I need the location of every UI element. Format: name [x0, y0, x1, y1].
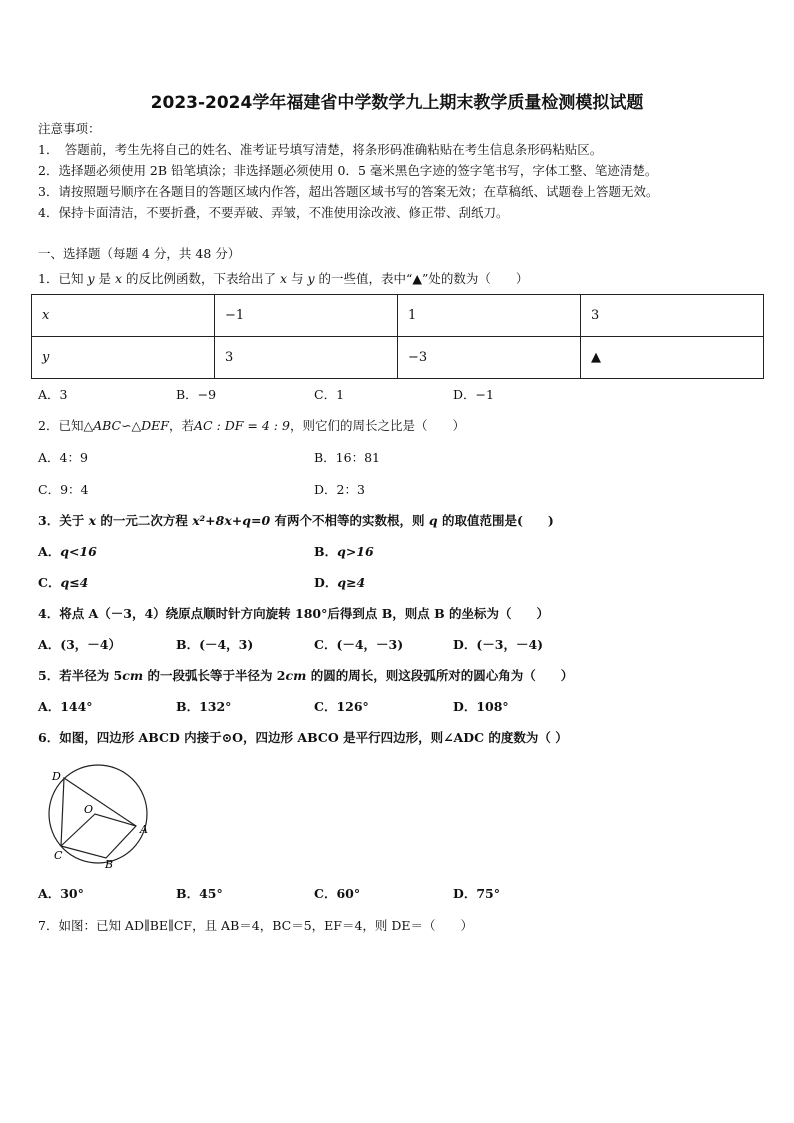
table-cell: ▲ [581, 337, 764, 379]
q3-stem: 3．关于 x 的一元二次方程 x²+8x+q=0 有两个不相等的实数根，则 q 的取值范围是( ) [38, 513, 554, 528]
notice-heading: 注意事项： [38, 121, 101, 136]
q3-option-a: A．q<16 [38, 544, 97, 559]
table-cell: y [32, 337, 215, 379]
q1-value-table [31, 294, 764, 379]
table-cell: 1 [398, 295, 581, 337]
q1-option-c: C．1 [314, 387, 345, 402]
notice-item-2: 2．选择题必须使用 2B 铅笔填涂；非选择题必须使用 0．5 毫米黑色字迹的签字笔书写，字体工整、笔迹清楚。 [38, 163, 658, 178]
q1-option-a: A．3 [38, 387, 68, 402]
q5-option-d: D．108° [453, 699, 509, 714]
q1-option-d: D．−1 [453, 387, 494, 402]
q5-option-a: A．144° [38, 699, 93, 714]
table-cell: x [32, 295, 215, 337]
page-title: 2023-2024学年福建省中学数学九上期末教学质量检测模拟试题 [150, 93, 644, 113]
q4-option-d: D．(－3，－4) [453, 637, 544, 652]
q6-option-b: B．45° [176, 886, 223, 901]
quad-abcd [61, 778, 136, 858]
q4-option-b: B．(－4，3) [176, 637, 254, 652]
label-c: C [54, 849, 63, 862]
label-d: D [52, 770, 61, 783]
q2-option-b: B．16：81 [314, 450, 380, 465]
label-o: O [84, 803, 94, 816]
q2-option-c: C．9：4 [38, 482, 89, 497]
label-b: B [105, 858, 114, 870]
label-a: A [140, 823, 148, 836]
q6-circle-figure [36, 758, 166, 870]
q2-option-a: A．4：9 [38, 450, 88, 465]
notice-item-3: 3．请按照题号顺序在各题目的答题区域内作答，超出答题区域书写的答案无效；在草稿纸、试题卷上答题无效。 [38, 184, 659, 199]
q6-option-d: D．75° [453, 886, 500, 901]
table-cell: −1 [215, 295, 398, 337]
q6-option-a: A．30° [38, 886, 84, 901]
q1-option-b: B．−9 [176, 387, 217, 402]
table-row-x [32, 295, 764, 337]
table-cell: −3 [398, 337, 581, 379]
q4-option-a: A．(3，－4） [38, 637, 122, 652]
table-row-y [32, 337, 764, 379]
q1-stem: 1．已知 y 是 x 的反比例函数，下表给出了 x 与 y 的一些值，表中“▲”处的数为（ ） [38, 271, 529, 286]
q4-option-c: C．(－4，－3) [314, 637, 404, 652]
q3-option-c: C．q≤4 [38, 575, 89, 590]
notice-item-4: 4．保持卡面清洁，不要折叠，不要弄破、弄皱，不准使用涂改液、修正带、刮纸刀。 [38, 205, 509, 220]
q3-option-d: D．q≥4 [314, 575, 366, 590]
table-cell: 3 [581, 295, 764, 337]
q4-stem: 4．将点 A（－3，4）绕原点顺时针方向旋转 180°后得到点 B，则点 B 的坐标为（ ） [38, 606, 550, 621]
q2-stem: 2．已知△ABC∽△DEF，若AC : DF = 4 : 9，则它们的周长之比是（ ） [38, 418, 465, 433]
q5-stem: 5．若半径为 5cm 的一段弧长等于半径为 2cm 的圆的周长，则这段弧所对的圆心角为（ ） [38, 668, 574, 683]
hidden-helper [95, 814, 106, 858]
table-cell: 3 [215, 337, 398, 379]
q5-option-c: C．126° [314, 699, 369, 714]
notice-item-1: 1． 答题前，考生先将自己的姓名、准考证号填写清楚，将条形码准确粘贴在考生信息条形码粘贴区。 [38, 142, 603, 157]
q7-stem: 7．如图：已知 AD∥BE∥CF，且 AB＝4，BC＝5，EF＝4，则 DE＝（ ） [38, 918, 474, 933]
q5-option-b: B．132° [176, 699, 232, 714]
section-heading: 一、选择题（每题 4 分，共 48 分） [38, 246, 241, 261]
q6-option-c: C．60° [314, 886, 361, 901]
q2-option-d: D．2：3 [314, 482, 365, 497]
q6-stem: 6．如图，四边形 ABCD 内接于⊙O，四边形 ABCO 是平行四边形，则∠ADC 的度数为（ ） [38, 730, 568, 745]
q3-option-b: B．q>16 [314, 544, 374, 559]
